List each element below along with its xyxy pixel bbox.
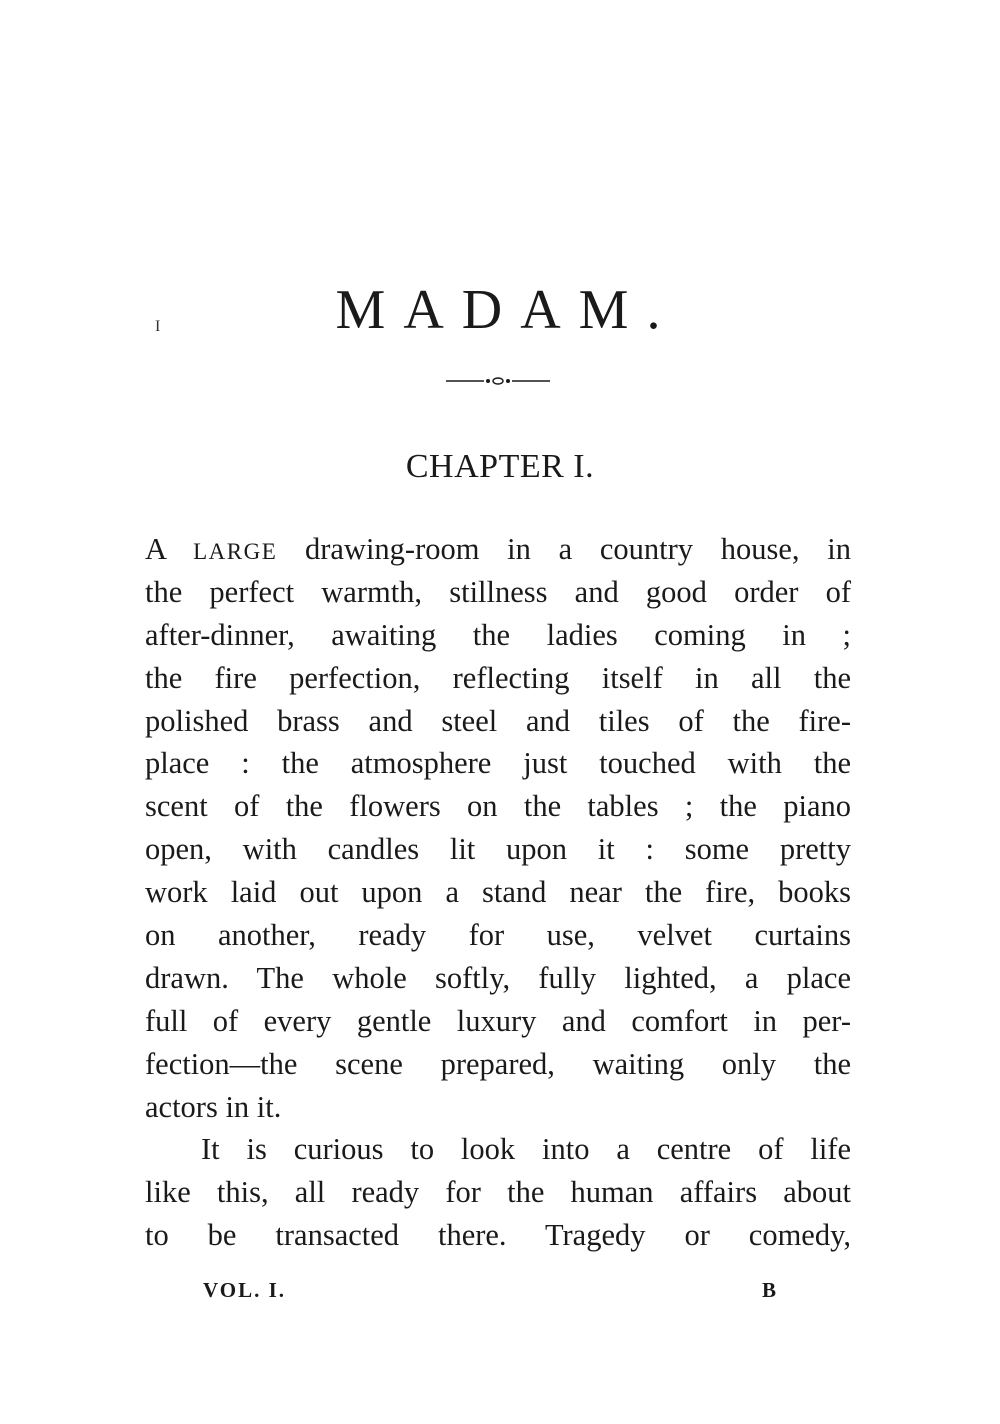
text-line-1 (145, 528, 851, 571)
text-line-4: the fire perfection, reflecting itself in all the (145, 660, 851, 695)
chapter-heading: CHAPTER I. (405, 448, 595, 485)
signature-mark: B (762, 1278, 779, 1302)
volume-label: VOL. I. (203, 1278, 287, 1302)
text-line-1-rest: drawing-room in a country house, in (277, 532, 852, 566)
text-line-9: work laid out upon a stand near the fire, books (145, 875, 851, 910)
text-line-3: after-dinner, awaiting the ladies coming in ; (145, 617, 851, 652)
text-line-11: drawn. The whole softly, fully lighted, a place (145, 960, 851, 995)
opening-smallcaps: LARGE (193, 539, 278, 564)
book-title: MADAM. (335, 279, 679, 341)
text-line-16: like this, all ready for the human affairs about (145, 1175, 851, 1210)
text-line-8: open, with candles lit upon it : some pretty (145, 832, 851, 867)
opening-letter: A (145, 532, 194, 566)
text-line-12: full of every gentle luxury and comfort in per- (145, 1003, 851, 1038)
text-line-17: to be transacted there. Tragedy or comedy, (145, 1218, 851, 1253)
text-line-14: actors in it. (145, 1089, 282, 1124)
text-line-15: It is curious to look into a centre of life (201, 1132, 851, 1167)
page-footer (0, 1278, 1000, 1308)
text-line-7: scent of the flowers on the tables ; the piano (145, 789, 851, 824)
text-line-13: fection—the scene prepared, waiting only the (145, 1046, 851, 1081)
text-line-2: the perfect warmth, stillness and good order of (145, 574, 851, 609)
title-ornament (446, 374, 550, 388)
text-line-10: on another, ready for use, velvet curtains (145, 918, 851, 953)
stray-print-mark: I (155, 318, 161, 335)
body-text (145, 528, 851, 1257)
text-line-6: place : the atmosphere just touched with the (145, 746, 851, 781)
text-line-5: polished brass and steel and tiles of the fire- (145, 703, 851, 738)
